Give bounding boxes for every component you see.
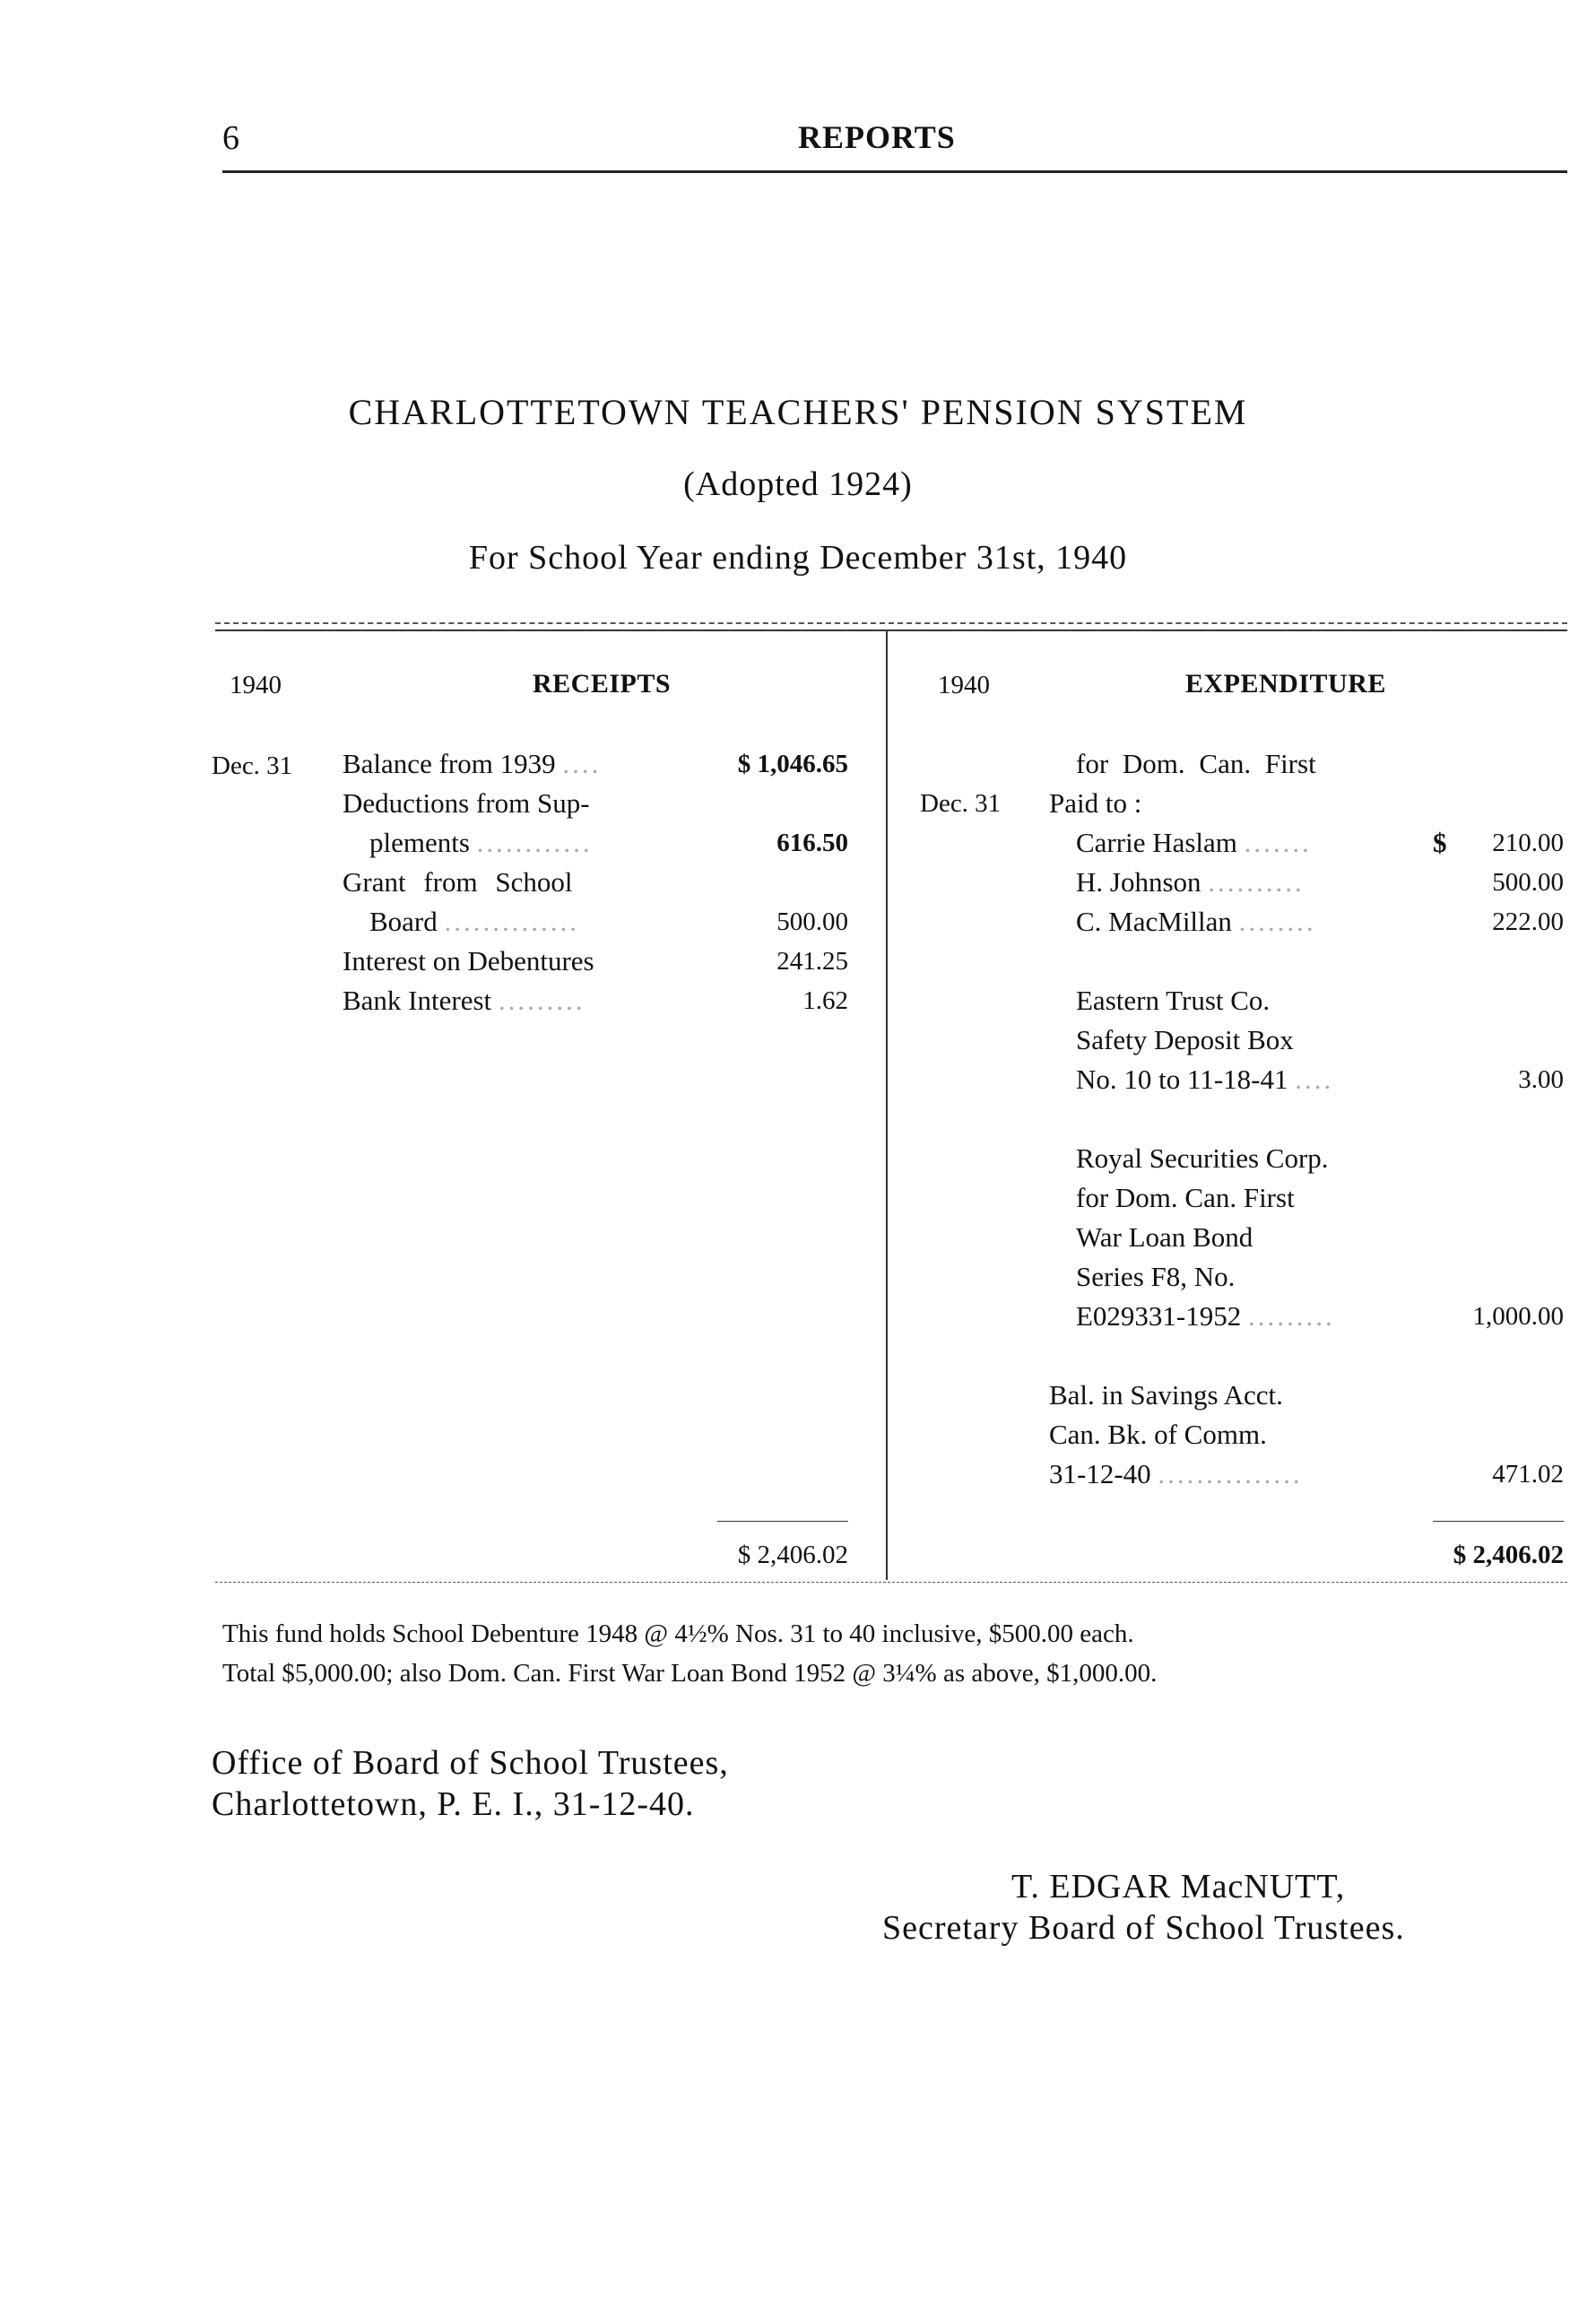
document-subtitle: (Adopted 1924)	[683, 465, 913, 503]
trust-line-3	[1076, 1064, 1333, 1096]
list-item	[343, 985, 585, 1017]
trust-line-3-text: No. 10 to 11-18-41	[1076, 1064, 1288, 1095]
receipt-amount: 1.62	[802, 986, 848, 1015]
leader-dots: .........	[498, 985, 585, 1016]
leader-dots: ....	[562, 748, 602, 779]
list-item	[369, 906, 579, 938]
list-item	[1076, 827, 1312, 859]
royal-line-1: Royal Securities Corp.	[1076, 1142, 1329, 1174]
leader-dots: .........	[1248, 1300, 1335, 1332]
document-title: CHARLOTTETOWN TEACHERS' PENSION SYSTEM	[348, 392, 1248, 432]
list-item	[369, 827, 593, 859]
list-item	[343, 866, 572, 899]
expenditure-year: 1940	[938, 671, 990, 699]
receipts-year: 1940	[230, 671, 282, 699]
list-item	[343, 748, 601, 780]
leader-dots: ............	[476, 827, 593, 858]
leader-dots: ........	[1238, 906, 1316, 937]
leader-dots: ..............	[444, 906, 580, 937]
savings-line-1: Bal. in Savings Acct.	[1049, 1379, 1283, 1411]
period-line: For School Year ending December 31st, 1940	[468, 539, 1128, 577]
signature-name: T. EDGAR MacNUTT,	[1011, 1868, 1346, 1906]
receipt-label: Deductions from Sup-	[343, 787, 590, 819]
savings-line-3	[1049, 1458, 1303, 1490]
receipt-label: Bank Interest	[343, 985, 492, 1016]
dollar-sign: $	[1433, 827, 1447, 858]
royal-amount: 1,000.00	[1472, 1302, 1564, 1331]
receipts-total-rule	[717, 1521, 848, 1522]
table-bottom-rule	[215, 1582, 1567, 1583]
payee-amount: 500.00	[1492, 868, 1564, 897]
table-top-rule-1	[215, 622, 1567, 624]
royal-line-5	[1076, 1300, 1335, 1333]
list-item	[1076, 866, 1305, 899]
receipt-amount: $ 1,046.65	[737, 750, 848, 778]
list-item	[343, 945, 594, 977]
receipts-date: Dec. 31	[212, 751, 293, 780]
footnote-line-1: This fund holds School Debenture 1948 @ 4½% Nos. 31 to 40 inclusive, $500.00 each.	[222, 1619, 1134, 1648]
royal-line-5-text: E029331-1952	[1076, 1300, 1242, 1332]
receipts-total: $ 2,406.02	[737, 1541, 848, 1569]
receipt-amount: 616.50	[776, 829, 848, 857]
list-item	[343, 787, 590, 820]
column-divider	[886, 629, 888, 1580]
payee-name: Carrie Haslam	[1076, 827, 1237, 858]
paid-to-label: Paid to :	[1049, 787, 1142, 819]
expenditure-date: Dec. 31	[920, 789, 1002, 818]
running-title: REPORTS	[798, 119, 956, 155]
leader-dots: ..........	[1208, 866, 1305, 898]
receipt-label: Grant from School	[343, 866, 573, 898]
signature-title: Secretary Board of School Trustees.	[882, 1909, 1405, 1947]
savings-line-3-text: 31-12-40	[1049, 1458, 1151, 1489]
payee-name: C. MacMillan	[1076, 906, 1232, 937]
leader-dots: ....	[1295, 1064, 1334, 1095]
receipt-amount: 500.00	[776, 907, 848, 936]
receipt-label: plements	[369, 827, 470, 858]
trust-line-1: Eastern Trust Co.	[1076, 985, 1271, 1016]
office-line-1: Office of Board of School Trustees,	[212, 1744, 729, 1782]
savings-line-2: Can. Bk. of Comm.	[1049, 1419, 1267, 1450]
payee-amount: 210.00	[1492, 829, 1564, 857]
page-number: 6	[222, 119, 239, 157]
trust-line-2: Safety Deposit Box	[1076, 1024, 1294, 1055]
savings-amount: 471.02	[1492, 1460, 1564, 1489]
royal-line-4: Series F8, No.	[1076, 1261, 1236, 1292]
footnote-line-2: Total $5,000.00; also Dom. Can. First War Loan Bond 1952 @ 3¼% as above, $1,000.00.	[222, 1659, 1158, 1688]
receipt-label: Interest on Debentures	[343, 945, 594, 977]
payee-name: H. Johnson	[1076, 866, 1201, 898]
header-rule	[222, 170, 1567, 173]
leader-dots: .......	[1244, 827, 1312, 858]
trust-amount: 3.00	[1518, 1065, 1564, 1094]
receipt-label: Board	[369, 906, 438, 937]
office-line-2: Charlottetown, P. E. I., 31-12-40.	[212, 1785, 695, 1823]
expenditure-for-line: for Dom. Can. First	[1076, 748, 1316, 779]
leader-dots: ...............	[1158, 1458, 1303, 1489]
expenditure-heading: EXPENDITURE	[1185, 669, 1386, 699]
royal-line-3: War Loan Bond	[1076, 1221, 1253, 1253]
payee-amount: 222.00	[1492, 907, 1564, 936]
expenditure-total-rule	[1433, 1521, 1564, 1522]
table-top-rule-2	[215, 629, 1567, 631]
receipt-amount: 241.25	[776, 947, 848, 976]
list-item	[1076, 906, 1316, 938]
receipt-label: Balance from 1939	[343, 748, 556, 779]
royal-line-2: for Dom. Can. First	[1076, 1182, 1295, 1213]
expenditure-total: $ 2,406.02	[1453, 1541, 1564, 1569]
receipts-heading: RECEIPTS	[533, 669, 672, 699]
